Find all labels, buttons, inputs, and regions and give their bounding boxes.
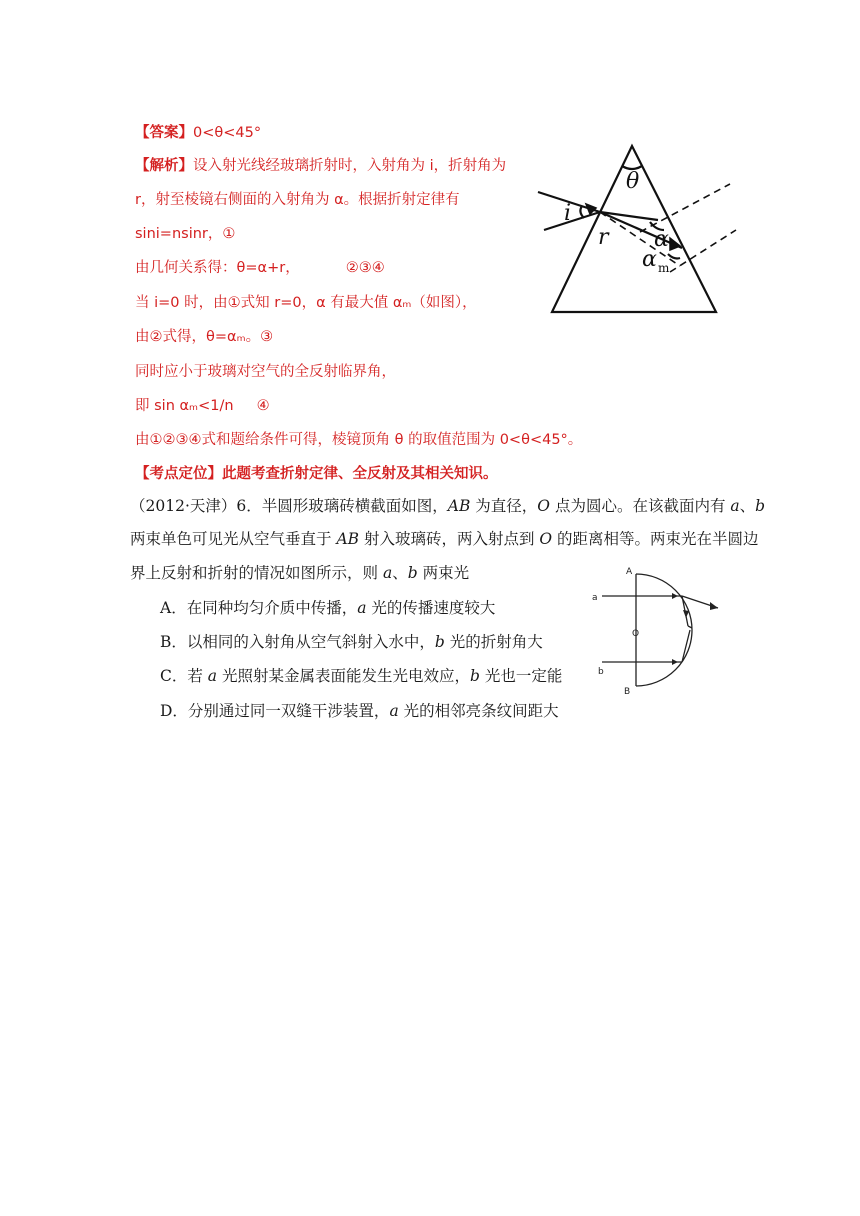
alpha-label: α [654, 227, 669, 252]
analysis-line-5: 当 i=0 时，由①式知 r=0，α 有最大值 αₘ（如图）， [135, 295, 477, 311]
question-source: （2012·天津）6． [130, 497, 262, 515]
prism-diagram [530, 126, 742, 318]
answer-text: 0<θ<45° [193, 125, 262, 141]
question-line-2: 两束单色可见光从空气垂直于 AB 射入玻璃砖，两入射点到 O 的距离相等。两束光在半圆边 [130, 530, 759, 548]
analysis-line-2: r，射至棱镜右侧面的入射角为 α。根据折射定律有 [135, 192, 460, 208]
arrow-a [710, 602, 718, 610]
label-a: a [592, 593, 598, 603]
question-line-1: （2012·天津）6．半圆形玻璃砖横截面如图，AB 为直径，O 点为圆心。在该截面内有 a、b [130, 497, 766, 515]
label-O: O [632, 629, 640, 639]
semicircle-arc [636, 574, 692, 686]
option-a[interactable]: A．在同种均匀介质中传播，a 光的传播速度较大 [160, 599, 496, 617]
alpha-m-label: α [642, 247, 657, 272]
knowledge-line [135, 462, 498, 483]
analysis-line-4: 由几何关系得：θ=α+r， ②③④ [135, 260, 385, 276]
answer-line [135, 121, 261, 142]
label-b: b [598, 667, 604, 677]
arrow-reflect [683, 610, 689, 618]
analysis-line-8: 即 sin αₘ<1/n ④ [135, 398, 270, 414]
arrow-head-1 [586, 204, 596, 214]
label-A: A [626, 567, 633, 577]
analysis-text-1: 设入射光线经玻璃折射时，入射角为 i，折射角为 [193, 158, 507, 174]
label-B: B [624, 687, 631, 697]
alpha-m-arc [668, 254, 680, 259]
arrow-a-in [672, 593, 678, 599]
theta-label: θ [626, 169, 640, 194]
option-b[interactable]: B．以相同的入射角从空气斜射入水中，b 光的折射角大 [160, 633, 543, 651]
analysis-line-6: 由②式得，θ=αₘ。③ [135, 329, 274, 345]
question-line-3: 界上反射和折射的情况如图所示，则 a、b 两束光 [130, 564, 470, 582]
knowledge-tag: 【考点定位】 [135, 466, 222, 482]
r-label: r [598, 225, 609, 250]
analysis-line-9: 由①②③④式和题给条件可得，棱镜顶角 θ 的取值范围为 0<θ<45°。 [135, 432, 583, 448]
semicircle-diagram [588, 564, 728, 700]
analysis-line-1 [135, 154, 506, 175]
m-subscript: m [658, 261, 670, 275]
reflect-b [682, 630, 690, 662]
option-c[interactable]: C．若 a 光照射某金属表面能发生光电效应，b 光也一定能 [160, 667, 563, 685]
analysis-line-7: 同时应小于玻璃对空气的全反射临界角， [135, 364, 396, 380]
dashed-normal-1 [640, 184, 730, 232]
analysis-tag: 【解析】 [135, 158, 193, 174]
knowledge-text: 此题考查折射定律、全反射及其相关知识。 [222, 466, 498, 482]
i-label: i [564, 201, 572, 226]
arrow-b-in [672, 659, 678, 665]
analysis-line-3: sini=nsinr，① [135, 226, 236, 242]
option-d[interactable]: D．分别通过同一双缝干涉装置，a 光的相邻亮条纹间距大 [160, 702, 559, 720]
answer-tag: 【答案】 [135, 125, 193, 141]
